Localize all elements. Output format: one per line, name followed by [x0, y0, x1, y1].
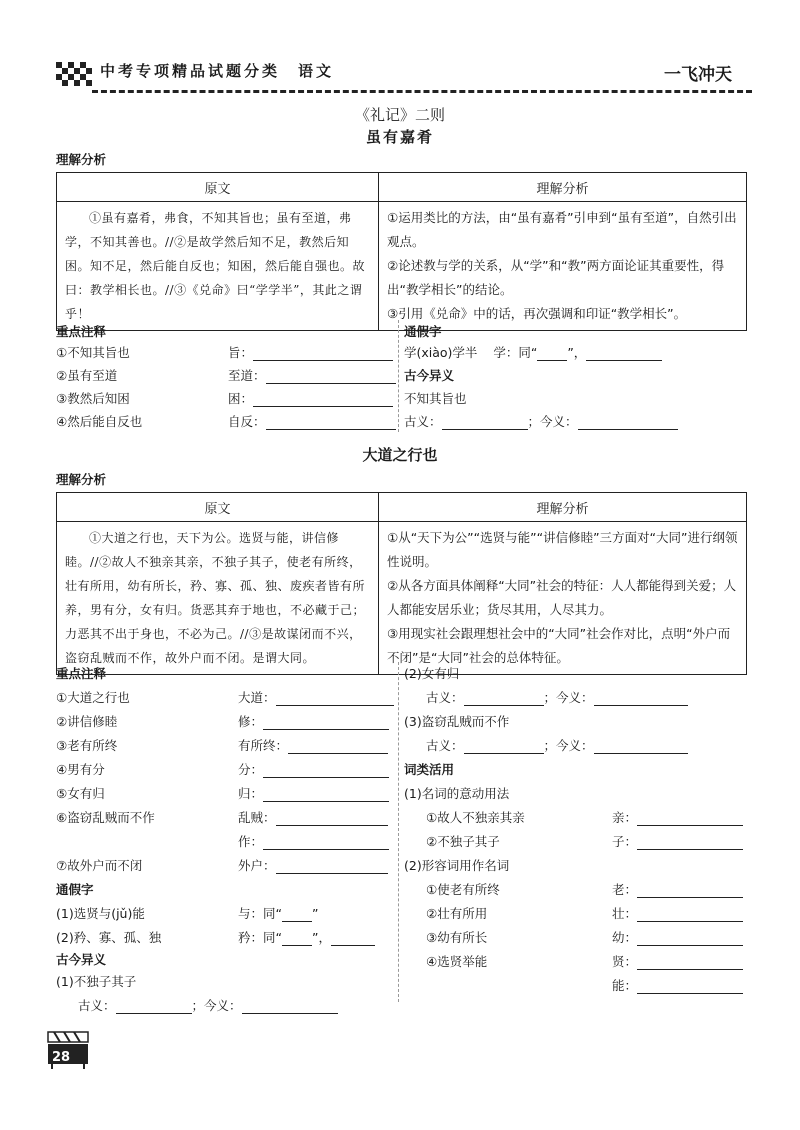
note-answer: 作： [238, 832, 389, 850]
cilei-item: ①使老有所终 [426, 882, 500, 897]
answer-blank[interactable] [116, 999, 192, 1014]
analysis-point: ②从各方面具体阐释“大同”社会的特征：人人都能得到关爱；人人都能安居乐业；货尽其用，人尽其力。 [387, 578, 737, 617]
answer-blank[interactable] [464, 691, 544, 706]
answer-blank[interactable] [276, 691, 394, 706]
answer-blank[interactable] [242, 999, 338, 1014]
cilei-answer: 贤： [612, 952, 743, 970]
col-analysis: 理解分析 [379, 493, 747, 522]
note-row: ⑤女有归 [56, 786, 105, 801]
analysis-point: ②论述教与学的关系，从“学”和“教”两方面论证其重要性，得出“教学相长”的结论。 [387, 258, 725, 297]
tongjia-answer: 与：同“ ” [238, 906, 319, 921]
cilei-item: ②壮有所用 [426, 906, 488, 921]
cilei-answer: 壮： [612, 904, 743, 922]
gujin-phrase: (3)盗窃乱贼而不作 [404, 714, 510, 729]
answer-blank[interactable] [331, 931, 375, 946]
answer-blank[interactable] [263, 763, 389, 778]
note-answer: 修： [238, 712, 389, 730]
note-row: ①不知其旨也 [56, 345, 130, 360]
col-original: 原文 [57, 173, 379, 202]
answer-blank[interactable] [282, 907, 312, 922]
answer-blank[interactable] [266, 369, 396, 384]
section1-tongjia-label: 通假字 [404, 324, 442, 339]
analysis-text [379, 202, 747, 331]
answer-blank[interactable] [637, 811, 743, 826]
main-title: 《礼记》二则 [354, 106, 445, 124]
section2-cilei-label: 词类活用 [404, 762, 455, 777]
col-original: 原文 [57, 493, 379, 522]
original-text: ①大道之行也，天下为公。选贤与能，讲信修睦。//②故人不独亲其亲，不独子其子，使老有所终，壮有所用，幼有所长，矜、寡、孤、独、废疾者皆有所养，男有分，女有归。货恶其弃于地也，不必藏于己；力恶其不出于身也，不必为己。//③是故谋闭而不兴，盗窃乱贼而不作，故外户而不闭。是谓大同。 [57, 522, 379, 675]
answer-blank[interactable] [594, 691, 688, 706]
section1-gujin-label: 古今异义 [404, 368, 455, 383]
cilei-item: ④选贤举能 [426, 954, 488, 969]
answer-blank[interactable] [637, 931, 743, 946]
note-answer: 乱贼： [238, 808, 388, 826]
cilei-answer: 幼： [612, 928, 743, 946]
header-brand: 中考专项精品试题分类 语文 [100, 62, 335, 80]
section2-analysis-table [56, 492, 747, 675]
answer-blank[interactable] [276, 811, 388, 826]
note-answer: 有所终： [238, 736, 388, 754]
note-answer: 至道： [228, 366, 396, 384]
analysis-text [379, 522, 747, 675]
gujin-row: 古义： ；今义： [404, 412, 678, 430]
tongjia-row: (1)选贤与(jǔ)能 [56, 906, 145, 921]
note-row: ⑥盗窃乱贼而不作 [56, 810, 155, 825]
analysis-point: ③用现实社会跟理想社会中的“大同”社会作对比，点明“外户而不闭”是“大同”社会的总体特征。 [387, 626, 731, 665]
original-text: ①虽有嘉肴，弗食，不知其旨也；虽有至道，弗学，不知其善也。//②是故学然后知不足，教然后知困。知不足，然后能自反也；知困，然后能自强也。故曰：教学相长也。//③《兑命》曰“学学半”，其此之谓乎！ [57, 202, 379, 331]
tongjia-row: (2)矜、寡、孤、独 [56, 930, 162, 945]
cilei-answer: 老： [612, 880, 743, 898]
answer-blank[interactable] [266, 415, 396, 430]
page-number: 28 [52, 1050, 71, 1065]
cilei-item: ③幼有所长 [426, 930, 488, 945]
cilei-group: (1)名词的意动用法 [404, 786, 510, 801]
gujin-phrase: (2)女有归 [404, 666, 460, 681]
cilei-answer: 子： [612, 832, 743, 850]
note-answer: 分： [238, 760, 389, 778]
answer-blank[interactable] [253, 392, 393, 407]
cilei-group: (2)形容词用作名词 [404, 858, 510, 873]
section1-column-divider [398, 320, 399, 432]
note-answer: 困： [228, 389, 393, 407]
answer-blank[interactable] [586, 346, 662, 361]
answer-blank[interactable] [637, 835, 743, 850]
section2-title: 大道之行也 [362, 446, 438, 464]
section2-tongjia-label: 通假字 [56, 882, 94, 897]
answer-blank[interactable] [288, 739, 388, 754]
analysis-point: ①从“天下为公”“选贤与能”“讲信修睦”三方面对“大同”进行纲领性说明。 [387, 530, 738, 569]
note-answer: 大道： [238, 688, 394, 706]
gujin-row: 古义： ；今义： [78, 996, 338, 1014]
gujin-phrase: (1)不独子其子 [56, 974, 137, 989]
section2-analysis-label: 理解分析 [56, 472, 107, 487]
header-divider [92, 90, 752, 93]
answer-blank[interactable] [442, 415, 528, 430]
answer-blank[interactable] [637, 907, 743, 922]
answer-blank[interactable] [594, 739, 688, 754]
note-row: ②虽有至道 [56, 368, 118, 383]
note-row: ⑦故外户而不闭 [56, 858, 143, 873]
cilei-answer: 亲： [612, 808, 743, 826]
cilei-answer: 能： [612, 976, 743, 994]
analysis-point: ③引用《兑命》中的话，再次强调和印证“教学相长”。 [387, 306, 687, 321]
tongjia-answer: 矜：同“ ”， [238, 928, 375, 946]
note-row: ④然后能自反也 [56, 414, 143, 429]
note-row: ②讲信修睦 [56, 714, 118, 729]
section2-column-divider [398, 662, 399, 1002]
section2-notes-label: 重点注释 [56, 666, 107, 681]
note-row: ③教然后知困 [56, 391, 130, 406]
gujin-phrase: 不知其旨也 [404, 391, 467, 406]
note-row: ③老有所终 [56, 738, 118, 753]
section1-notes-label: 重点注释 [56, 324, 107, 339]
answer-blank[interactable] [253, 346, 393, 361]
answer-blank[interactable] [263, 835, 389, 850]
note-answer: 外户： [238, 856, 388, 874]
section1-analysis-table [56, 172, 747, 331]
gujin-row: 古义： ；今义： [426, 736, 688, 754]
section2-gujin-label: 古今异义 [56, 952, 107, 967]
tongjia-row: 学(xiào)学半 学：同“ ”， [404, 343, 662, 361]
gujin-row: 古义： ；今义： [426, 688, 688, 706]
header-slogan: 一飞冲天 [664, 65, 732, 85]
answer-blank[interactable] [282, 931, 312, 946]
cilei-item: ①故人不独亲其亲 [426, 810, 525, 825]
note-answer: 旨： [228, 343, 393, 361]
analysis-point: ①运用类比的方法，由“虽有嘉肴”引申到“虽有至道”，自然引出观点。 [387, 210, 737, 249]
note-row: ④男有分 [56, 762, 105, 777]
answer-blank[interactable] [263, 715, 389, 730]
col-analysis: 理解分析 [379, 173, 747, 202]
answer-blank[interactable] [578, 415, 678, 430]
answer-blank[interactable] [464, 739, 544, 754]
answer-blank[interactable] [637, 883, 743, 898]
note-answer: 归： [238, 784, 389, 802]
answer-blank[interactable] [637, 955, 743, 970]
answer-blank[interactable] [637, 979, 743, 994]
answer-blank[interactable] [537, 346, 567, 361]
answer-blank[interactable] [276, 859, 388, 874]
note-answer: 自反： [228, 412, 396, 430]
answer-blank[interactable] [263, 787, 389, 802]
section1-analysis-label: 理解分析 [56, 152, 107, 167]
header-checker-logo [56, 62, 94, 88]
section1-title: 虽有嘉肴 [365, 128, 434, 146]
cilei-item: ②不独子其子 [426, 834, 500, 849]
note-row: ①大道之行也 [56, 690, 130, 705]
